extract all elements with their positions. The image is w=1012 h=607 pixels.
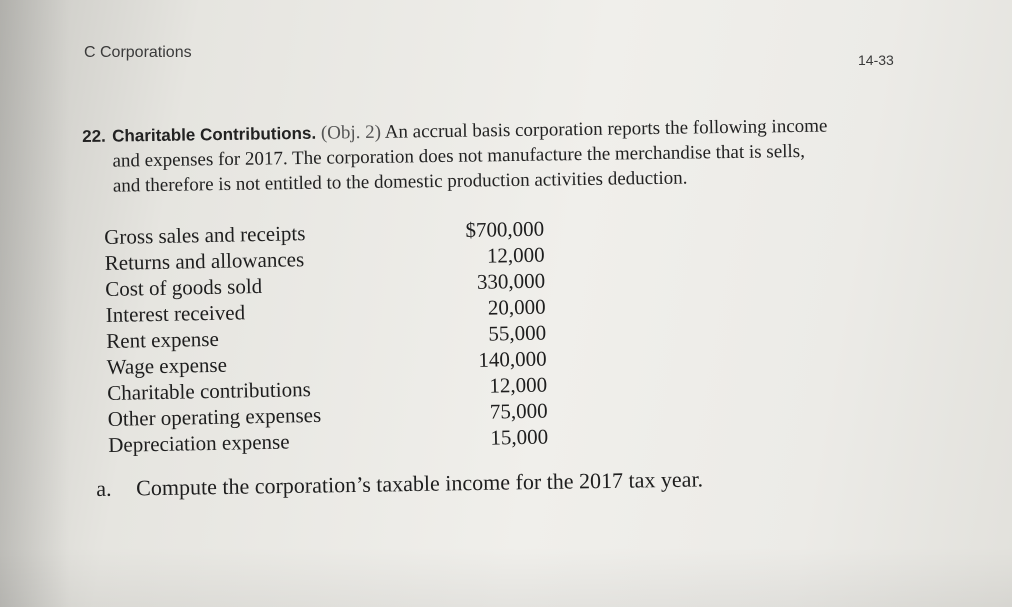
chapter-header: C Corporations [84, 44, 192, 61]
problem-statement [82, 112, 943, 199]
problem-objective: (Obj. 2) [320, 121, 382, 144]
item-label: Wage expense [106, 352, 228, 379]
problem-number: 22. [82, 126, 106, 146]
question-text: Compute the corporation’s taxable income for the 2017 tax year. [135, 466, 704, 501]
page-number: 14-33 [858, 52, 894, 68]
question-letter: a. [96, 475, 112, 501]
problem-title: Charitable Contributions. [112, 123, 317, 146]
question-a [96, 466, 703, 502]
item-label: Gross sales and receipts [104, 221, 306, 249]
problem-text-line-3: and therefore is not entitled to the domestic production activities deduction. [112, 167, 688, 197]
item-label: Interest received [105, 300, 246, 327]
page-binding-shadow [0, 0, 70, 607]
item-label: Returns and allowances [104, 247, 305, 275]
item-amount: 12,000 [489, 372, 548, 398]
item-amount: 55,000 [488, 320, 547, 346]
item-amount: 75,000 [489, 398, 548, 424]
income-expense-list [104, 216, 548, 458]
item-label: Cost of goods sold [105, 273, 263, 301]
item-amount: $700,000 [465, 216, 545, 243]
problem-text-line-1: An accrual basis corporation reports the following income [384, 115, 828, 143]
problem-text-line-2: and expenses for 2017. The corporation does not manufacture the merchandise that is sells, [112, 140, 806, 172]
item-label: Other operating expenses [107, 402, 322, 431]
item-label: Depreciation expense [108, 429, 290, 457]
item-amount: 140,000 [478, 346, 547, 372]
item-amount: 12,000 [486, 242, 545, 268]
item-amount: 15,000 [490, 424, 549, 450]
item-amount: 330,000 [476, 268, 546, 294]
item-amount: 20,000 [487, 294, 546, 320]
page-bottom-shadow [0, 547, 1012, 607]
item-label: Rent expense [106, 326, 220, 353]
item-label: Charitable contributions [107, 377, 311, 405]
